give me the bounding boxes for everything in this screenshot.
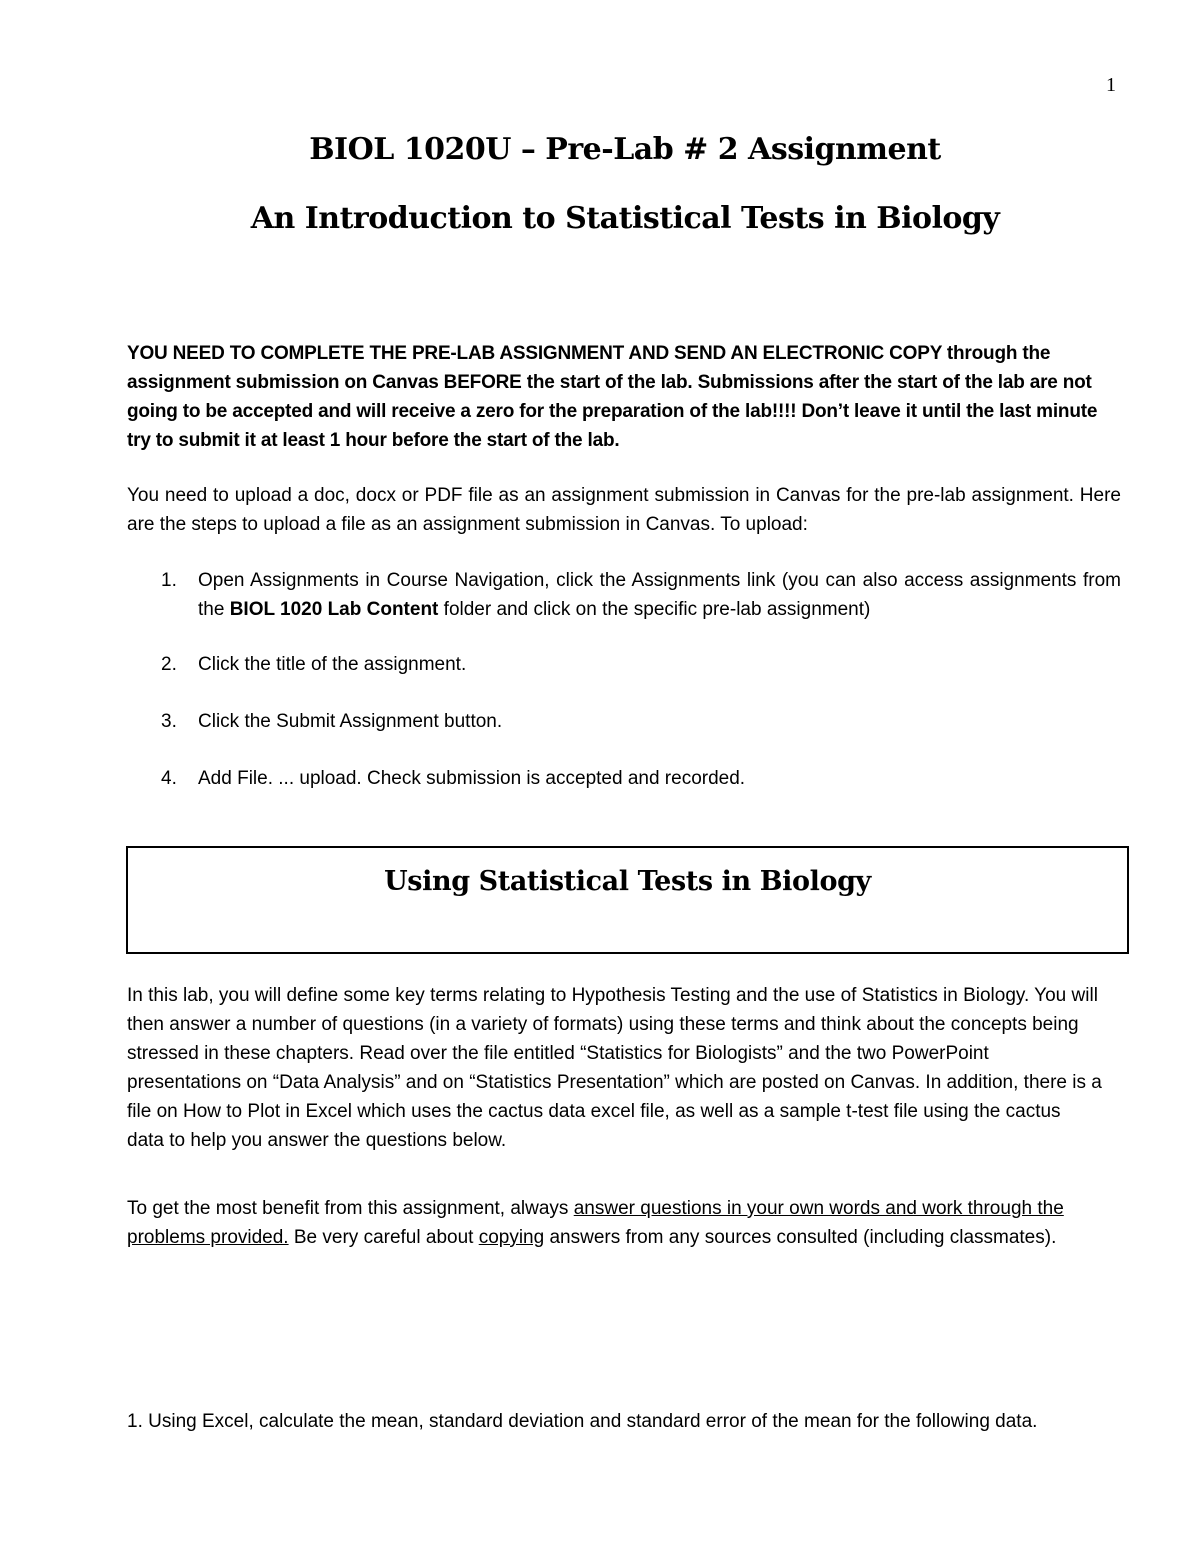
advice-text: To get the most benefit from this assignment, always: [127, 1198, 574, 1219]
step-number: 2.: [161, 654, 177, 675]
upload-instructions-intro: You need to upload a doc, docx or PDF file as an assignment submission in Canvas for the pre-lab assignment. Here are the steps to upload a file as an assignment submission in Canvas. To upload:: [127, 485, 1121, 535]
upload-step-4: [127, 764, 1121, 793]
advice-text: answers from any sources consulted (including classmates).: [544, 1227, 1057, 1248]
step-text: Click the Submit Assignment button.: [198, 711, 503, 732]
step-text: Add File. ... upload. Check submission is accepted and recorded.: [198, 768, 746, 789]
document-title: BIOL 1020U – Pre-Lab # 2 Assignment: [309, 132, 941, 167]
step-folder-name: BIOL 1020 Lab Content: [229, 599, 439, 620]
page-number: 1: [1106, 74, 1116, 96]
advice-underlined-word: copying: [478, 1227, 545, 1248]
advice-text: Be very careful about: [288, 1227, 479, 1248]
step-number: 4.: [161, 768, 177, 789]
section-title: Using Statistical Tests in Biology: [384, 866, 871, 897]
document-subtitle: An Introduction to Statistical Tests in Biology: [250, 201, 1000, 236]
section-title-box: [126, 846, 1129, 954]
step-text: Click the title of the assignment.: [198, 654, 467, 675]
step-number: 3.: [161, 711, 177, 732]
step-text-end: folder and click on the specific pre-lab assignment): [438, 599, 871, 620]
submission-warning: YOU NEED TO COMPLETE THE PRE-LAB ASSIGNMENT AND SEND AN ELECTRONIC COPY through the assignment submission on Canvas BEFORE the start of the lab. Submissions after the start of the lab are not going to be accepted and will receive a zero for the preparation of the lab!!!! Don’t leave it until the last minute try to submit it at least 1 hour before the start of the lab.: [127, 343, 1098, 451]
upload-step-1: [127, 566, 1121, 650]
academic-integrity-advice: [127, 1194, 1107, 1252]
upload-steps-list: [127, 566, 1121, 793]
lab-description: In this lab, you will define some key terms relating to Hypothesis Testing and the use of Statistics in Biology. You will then answer a number of questions (in a variety of formats) using these terms and think about the concepts being stressed in these chapters. Read over the file entitled “Statistics for Biologists” and the two PowerPoint presentations on “Data Analysis” and on “Statistics Presentation” which are posted on Canvas. In addition, there is a file on How to Plot in Excel which uses the cactus data excel file, as well as a sample t-test file using the cactus data to help you answer the questions below.: [127, 985, 1102, 1151]
question-1: 1. Using Excel, calculate the mean, standard deviation and standard error of the mean for the following data.: [127, 1411, 1038, 1432]
step-text: Open Assignments in Course Navigation, click the Assignments link (you can also access assignments from the: [198, 570, 1121, 620]
step-number: 1.: [161, 570, 177, 591]
upload-step-3: [127, 707, 1121, 764]
upload-step-2: [127, 650, 1121, 707]
advice-underlined-text: answer questions in your own words and work through the problems provided.: [127, 1198, 1064, 1248]
